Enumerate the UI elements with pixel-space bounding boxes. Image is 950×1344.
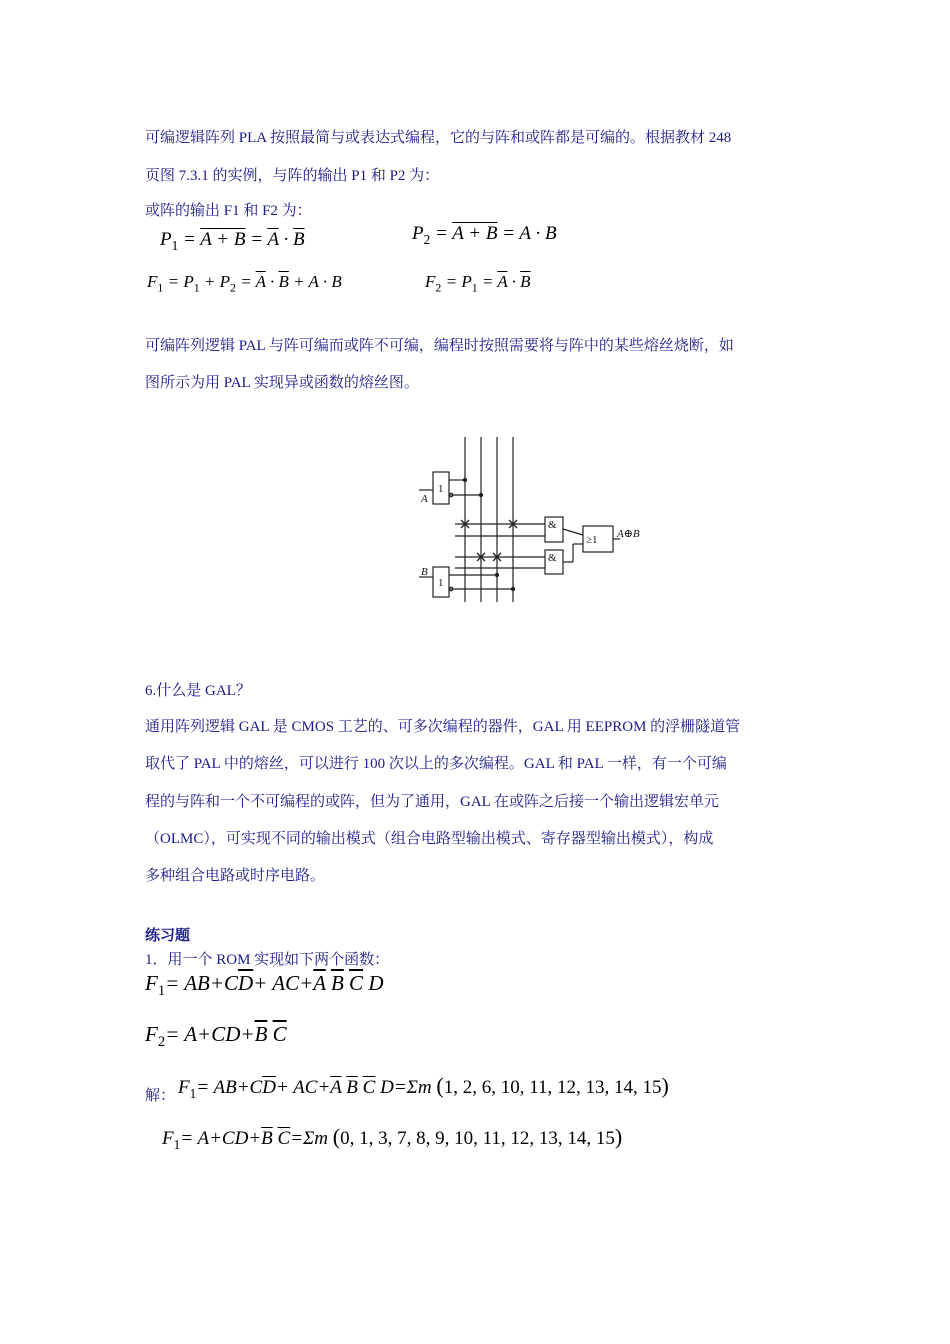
solution-label: 解：: [145, 1088, 176, 1104]
pla-line-2: 页图 7.3.1 的实例，与阵的输出 P1 和 P2 为：: [145, 168, 440, 184]
solution-f2: $F_1= A+CD+\overline{B}$ $\overline{C}=\Sigma m$ (0, 1, 3, 7, 8, 9, 10, 11, 12, 13, 14, 15): [162, 1124, 623, 1152]
minterms-f2: 0, 1, 3, 7, 8, 9, 10, 11, 12, 13, 14, 15: [340, 1128, 615, 1149]
pla-line-3: 或阵的输出 F1 和 F2 为：: [145, 203, 312, 219]
pla-line-1: 可编逻辑阵列 PLA 按照最简与或表达式编程，它的与阵和或阵都是可编的。根据教材 248: [145, 130, 732, 146]
eq-p2: $P_2 = A + B = A \cdot B$: [412, 223, 557, 247]
not-gate-b-label: 1: [438, 577, 444, 589]
exercise-f2: $F_2= A+CD+\overline{B}$ $\overline{C}$: [145, 1022, 287, 1051]
gal-line-4: （OLMC），可实现不同的输出模式（组合电路型输出模式、寄存器型输出模式），构成: [145, 831, 714, 847]
output-label: A⊕B: [617, 528, 640, 540]
and-gate-2-label: &: [548, 552, 557, 564]
eq-p1: $P_1 = A + B = \overline{A} \cdot \overline{B}$: [160, 229, 305, 253]
and-gate-1-label: &: [548, 519, 557, 531]
gal-line-5: 多种组合电路或时序电路。: [145, 868, 326, 884]
pal-fuse-diagram: [415, 432, 660, 607]
pal-line-1: 可编阵列逻辑 PAL 与阵可编而或阵不可编，编程时按照需要将与阵中的某些熔丝烧断，如: [145, 338, 734, 354]
pal-line-2: 图所示为用 PAL 实现异或函数的熔丝图。: [145, 375, 419, 391]
gal-line-1: 通用阵列逻辑 GAL 是 CMOS 工艺的、可多次编程的器件，GAL 用 EEPROM 的浮栅隧道管: [145, 719, 741, 735]
gal-line-3: 程的与阵和一个不可编程的或阵，但为了通用，GAL 在或阵之后接一个输出逻辑宏单元: [145, 794, 720, 810]
not-gate-a-label: 1: [438, 483, 444, 495]
or-gate-label: ≥1: [586, 534, 598, 546]
exercise-title: 练习题: [145, 928, 191, 944]
input-b-label: B: [421, 566, 428, 578]
minterms-f1: 1, 2, 6, 10, 11, 12, 13, 14, 15: [443, 1077, 662, 1098]
solution-f1: $F_1= AB+C\overline{D}+ AC+\overline{A}$ $\overline{B}$ $\overline{C}$ D=Σm (1, 2, 6, 10, 11, 12, 13, 14, 15): [178, 1073, 669, 1101]
eq-f2: $F_2 = P_1 = \overline{A} \cdot \overline{B}$: [425, 272, 531, 295]
gal-title: 6.什么是 GAL？: [145, 683, 251, 699]
exercise-f1: $F_1= AB+C\overline{D}+ AC+\overline{A}$ $\overline{B}$ $\overline{C}$ D: [145, 971, 384, 1000]
exercise-question-1: 1．用一个 ROM 实现如下两个函数：: [145, 952, 390, 968]
input-a-label: A: [421, 493, 428, 505]
eq-f1: $F_1 = P_1 + P_2 = \overline{A} \cdot \overline{B} + A \cdot B$: [147, 272, 342, 295]
gal-line-2: 取代了 PAL 中的熔丝，可以进行 100 次以上的多次编程。GAL 和 PAL 一样，有一个可编: [145, 756, 727, 772]
